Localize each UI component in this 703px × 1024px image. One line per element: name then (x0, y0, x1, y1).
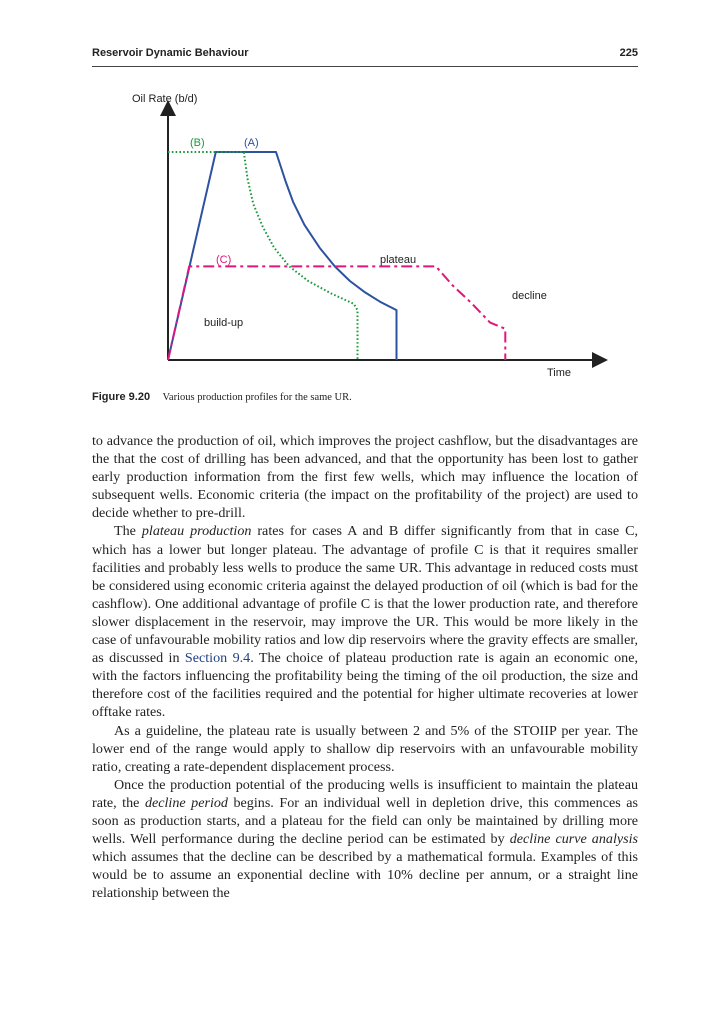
running-title: Reservoir Dynamic Behaviour (92, 47, 249, 59)
y-axis-label: Oil Rate (b/d) (132, 93, 198, 105)
curve-label-a: (A) (244, 137, 259, 149)
series-line-b (168, 152, 358, 360)
paragraph-2 (92, 522, 638, 721)
running-header (92, 46, 638, 67)
p2-text-b: rates for cases A and B differ significantly from that in case C, which has a lower but longer plateau. The advantage of profile C is that it requires smaller facilities and probably less wells to produce the same UR. This advantage in reduced costs must be considered using economic criteria against the delayed production of oil (which is bad for the cashflow). One additional advantage of profile C is that the lower production rate, and therefore slower displacement in the reservoir, may improve the UR. This would be more likely in the case of unfavourable mobility ratios and low dip reservoirs where the gravity effects are smaller, as discussed in (92, 523, 638, 667)
annotation-build-up: build-up (204, 317, 244, 329)
p4-text-a: Once the production potential of the producing wells is insufficient to maintain the plateau rate, the (92, 776, 638, 811)
series-line-a (168, 152, 397, 360)
annotation-decline: decline (512, 290, 547, 302)
body-text (92, 432, 638, 902)
production-profiles-figure (92, 86, 638, 386)
production-profiles-chart (92, 86, 638, 386)
p1-text: to advance the production of oil, which improves the project cashflow, but the disadvantages are the that the cost of drilling has been advanced, and that the opportunity has been lost to gather early production information from the first few wells, which may influence the location of subsequent wells. Economic criteria (the impact on the profitability of the project) are used to decide whether to pre-drill. (92, 433, 638, 522)
figure-caption (92, 391, 638, 403)
term-decline-period: decline period (144, 794, 228, 811)
section-link[interactable]: Section 9.4 (184, 650, 251, 667)
annotation-plateau: plateau (380, 254, 417, 266)
term-plateau-production: plateau production (141, 523, 252, 540)
paragraph-1 (92, 432, 638, 522)
p2-text-c: . The choice of plateau production rate is again an economic one, with the factors influencing the profitability being the timing of the oil production, the size and therefore cost of the facilities required and the potential for higher ultimate recoveries at lower offtake rates. (92, 650, 639, 721)
x-axis-label: Time (547, 367, 572, 379)
curve-label-c: (C) (216, 254, 232, 266)
page-number: 225 (619, 47, 638, 59)
curve-label-b: (B) (190, 137, 205, 149)
p4-text-c: which assumes that the decline can be described by a mathematical formula. Examples of this would be to assume an exponential decline with 10% decline per annum, or a straight line relationship between the (92, 849, 638, 902)
paragraph-4 (92, 776, 638, 903)
p3-text: As a guideline, the plateau rate is usually between 2 and 5% of the STOIIP per year. The lower end of the range would apply to shallow dip reservoirs with an unfavourable mobility ratio, creating a rate-dependent displacement process. (92, 722, 638, 775)
series-line-c (168, 266, 505, 360)
figure-number: Figure 9.20 (92, 391, 151, 403)
term-decline-curve-analysis: decline curve analysis (509, 831, 639, 848)
p2-text-a: The (114, 523, 142, 540)
p4-text-b: begins. For an individual well in depletion drive, this commences as soon as production starts, and a plateau for the field can only be maintained by drilling more wells. Well performance during the decline period can be estimated by (92, 794, 638, 848)
paragraph-3 (92, 722, 638, 776)
figure-caption-text: Various production profiles for the same UR. (162, 392, 352, 403)
